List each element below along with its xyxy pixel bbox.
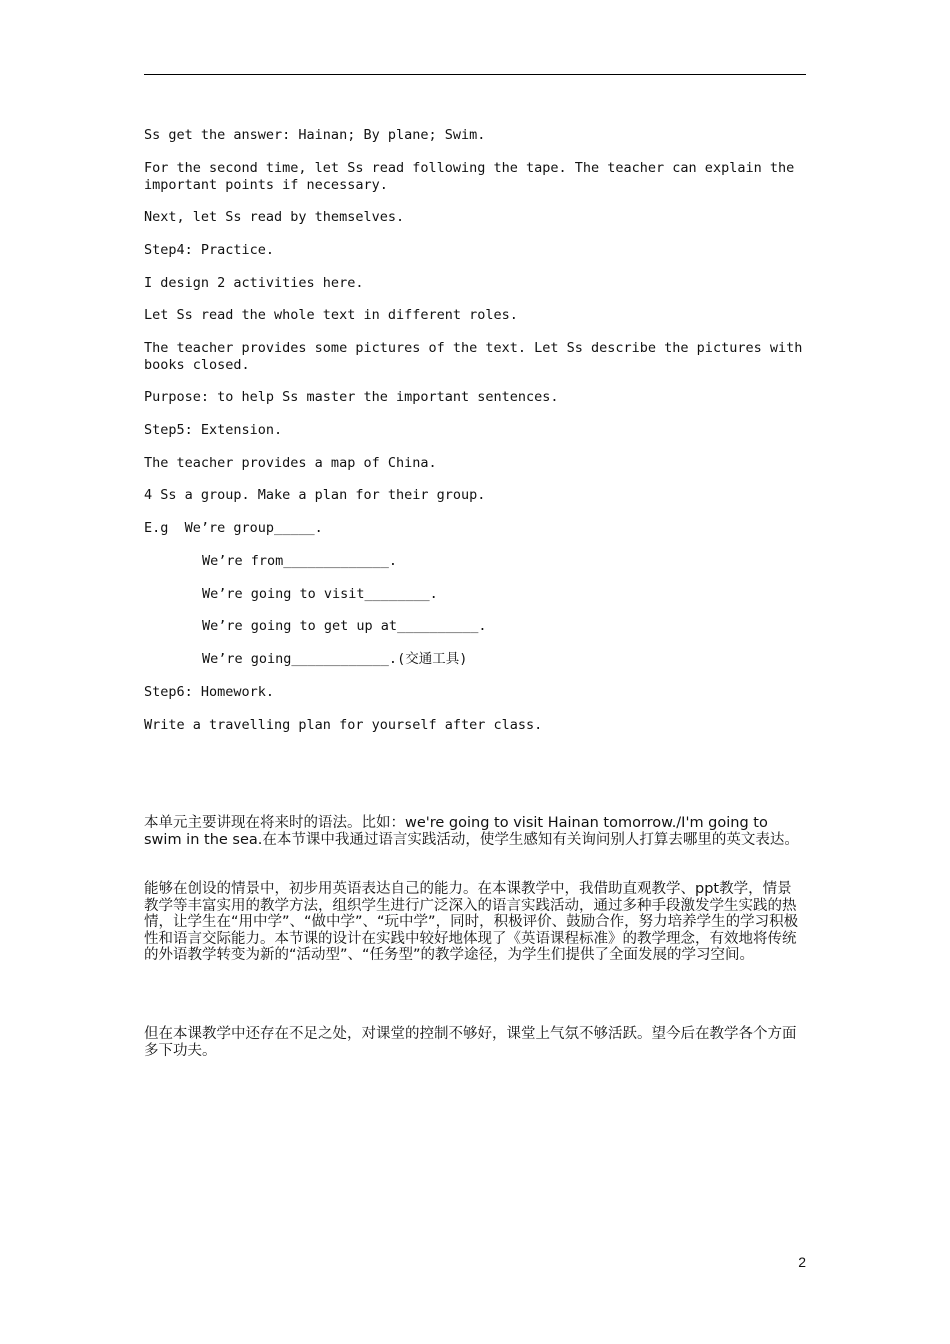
reflection-paragraph-1: 本单元主要讲现在将来时的语法。比如：we're going to visit Hainan tomorrow./I'm going to swim in the sea.在本节课中我通过语言实践活动，使学生感知有关询问别人打算去哪里的英文表达。: [144, 815, 799, 848]
example-line-visit: We’re going to visit________.: [202, 586, 438, 602]
text-line-homework: Write a travelling plan for yourself after class.: [144, 717, 543, 733]
text-line-second-time: For the second time, let Ss read following the tape. The teacher can explain the important points if necessary.: [144, 160, 803, 193]
step5-heading: Step5: Extension.: [144, 422, 283, 438]
text-line-roles: Let Ss read the whole text in different roles.: [144, 307, 518, 323]
text-line-pictures: The teacher provides some pictures of the text. Let Ss describe the pictures with books closed.: [144, 340, 811, 373]
page-number: 2: [798, 1254, 806, 1270]
reflection-paragraph-3: 但在本课教学中还存在不足之处，对课堂的控制不够好，课堂上气氛不够活跃。望今后在教学各个方面多下功夫。: [144, 1026, 797, 1059]
step6-heading: Step6: Homework.: [144, 684, 275, 700]
example-line-from: We’re from_____________.: [202, 553, 398, 569]
example-line-transport: We’re going____________.(交通工具): [202, 651, 468, 667]
example-line-get-up: We’re going to get up at__________.: [202, 618, 487, 634]
text-line-group: 4 Ss a group. Make a plan for their group.: [144, 487, 486, 503]
header-rule: [144, 74, 806, 75]
text-line-next: Next, let Ss read by themselves.: [144, 209, 405, 225]
text-line-map: The teacher provides a map of China.: [144, 455, 437, 471]
reflection-paragraph-2: 能够在创设的情景中，初步用英语表达自己的能力。在本课教学中，我借助直观教学、ppt教学，情景教学等丰富实用的教学方法，组织学生进行广泛深入的语言实践活动，通过多种手段激发学生实践的热情，让学生在“用中学”、“做中学”、“玩中学”，同时，积极评价、鼓励合作，努力培养学生的学习积极性和语言交际能力。本节课的设计在实践中较好地体现了《英语课程标准》的教学理念，有效地将传统的外语教学转变为新的“活动型”、“任务型”的教学途径，为学生们提供了全面发展的学习空间。: [144, 881, 799, 963]
step4-heading: Step4: Practice.: [144, 242, 275, 258]
text-line-activities: I design 2 activities here.: [144, 275, 364, 291]
text-line-purpose: Purpose: to help Ss master the important sentences.: [144, 389, 559, 405]
example-line-group: E.g We’re group_____.: [144, 520, 323, 536]
text-line-answer: Ss get the answer: Hainan; By plane; Swim.: [144, 127, 486, 143]
